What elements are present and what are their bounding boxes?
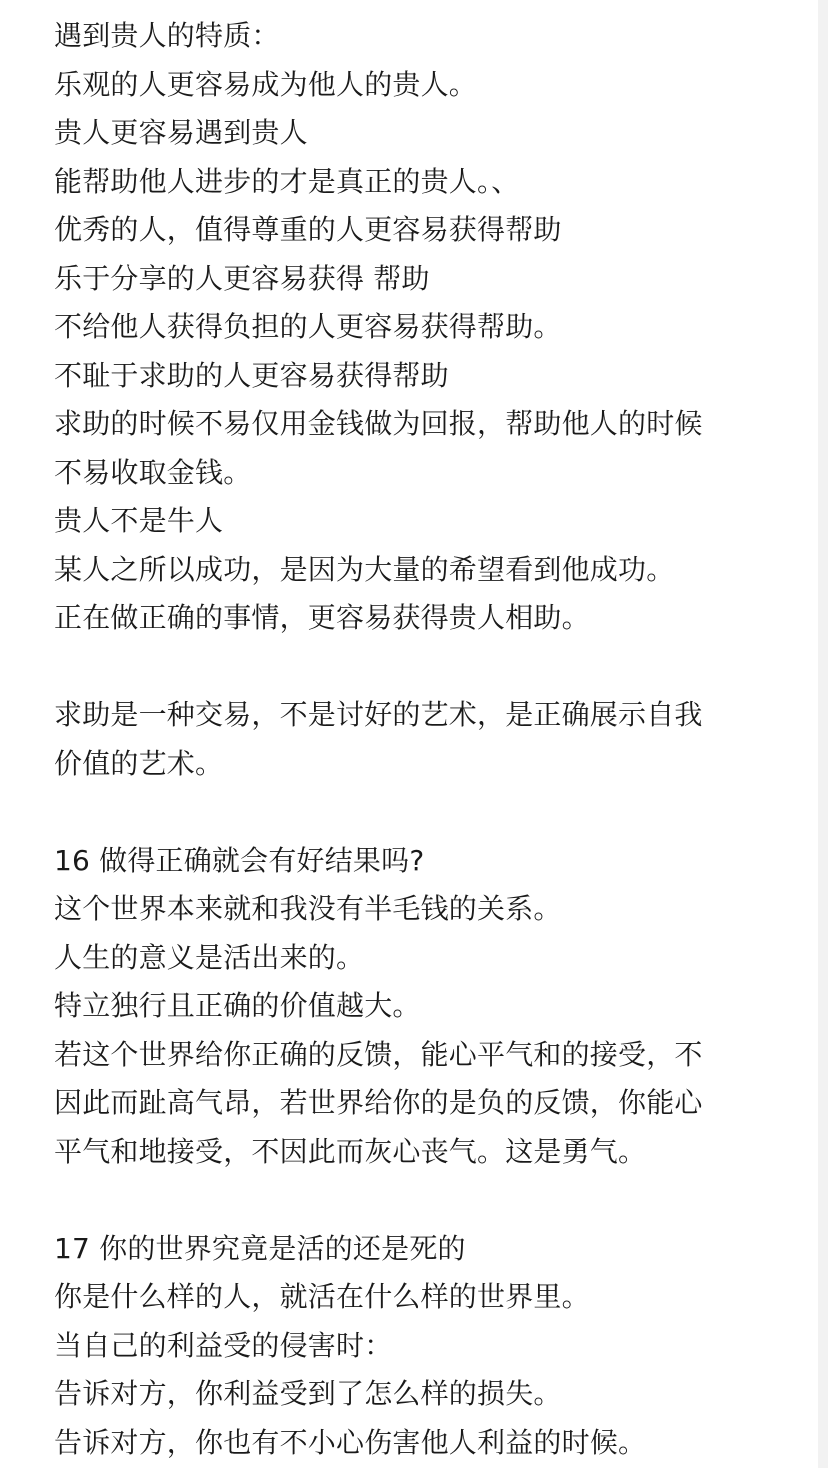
- right-edge-strip: [818, 0, 828, 1468]
- note-line: 乐于分享的人更容易获得 帮助: [54, 261, 430, 295]
- blank-line: [54, 643, 780, 692]
- note-line: 能帮助他人进步的才是真正的贵人。、: [54, 164, 520, 198]
- note-heading-17: 17 你的世界究竟是活的还是死的: [54, 1231, 466, 1265]
- note-line: 贵人更容易遇到贵人: [54, 116, 308, 149]
- note-line: 平气和地接受，不因此而灰心丧气。这是勇气。: [54, 1134, 647, 1168]
- blank-line: [54, 788, 780, 837]
- note-heading-noble-traits: 遇到贵人的特质：: [54, 19, 280, 52]
- note-line: 价值的艺术。: [54, 746, 224, 780]
- note-line: 某人之所以成功，是因为大量的希望看到他成功。: [54, 552, 675, 586]
- note-line: 你是什么样的人，就活在什么样的世界里。: [54, 1280, 590, 1313]
- note-line: 正在做正确的事情，更容易获得贵人相助。: [54, 601, 590, 634]
- note-line: 不易收取金钱。: [54, 455, 252, 489]
- note-line: 这个世界本来就和我没有半毛钱的关系。: [54, 892, 562, 925]
- note-line: 不给他人获得负担的人更容易获得帮助。: [54, 310, 562, 343]
- note-line: 因此而趾高气昂，若世界给你的是负的反馈，你能心: [54, 1086, 703, 1119]
- note-line: 不耻于求助的人更容易获得帮助: [54, 358, 449, 392]
- blank-line: [54, 1176, 780, 1225]
- note-heading-16: 16 做得正确就会有好结果吗?: [54, 843, 425, 877]
- note-line: 求助是一种交易，不是讨好的艺术，是正确展示自我: [54, 698, 703, 731]
- note-line: 乐观的人更容易成为他人的贵人。: [54, 67, 478, 101]
- note-line: 若这个世界给你正确的反馈，能心平气和的接受，不: [54, 1037, 703, 1071]
- note-line: 当自己的利益受的侵害时：: [54, 1328, 393, 1362]
- note-line: 告诉对方，你也有不小心伤害他人利益的时候。: [54, 1425, 647, 1459]
- note-line: 优秀的人，值得尊重的人更容易获得帮助: [54, 213, 562, 246]
- note-text-body[interactable]: [54, 12, 780, 1467]
- note-line: 人生的意义是活出来的。: [54, 940, 365, 974]
- note-line: 求助的时候不易仅用金钱做为回报，帮助他人的时候: [54, 407, 703, 440]
- note-line: 告诉对方，你利益受到了怎么样的损失。: [54, 1377, 562, 1410]
- note-line: 贵人不是牛人: [54, 504, 224, 537]
- note-line: 特立独行且正确的价值越大。: [54, 989, 421, 1022]
